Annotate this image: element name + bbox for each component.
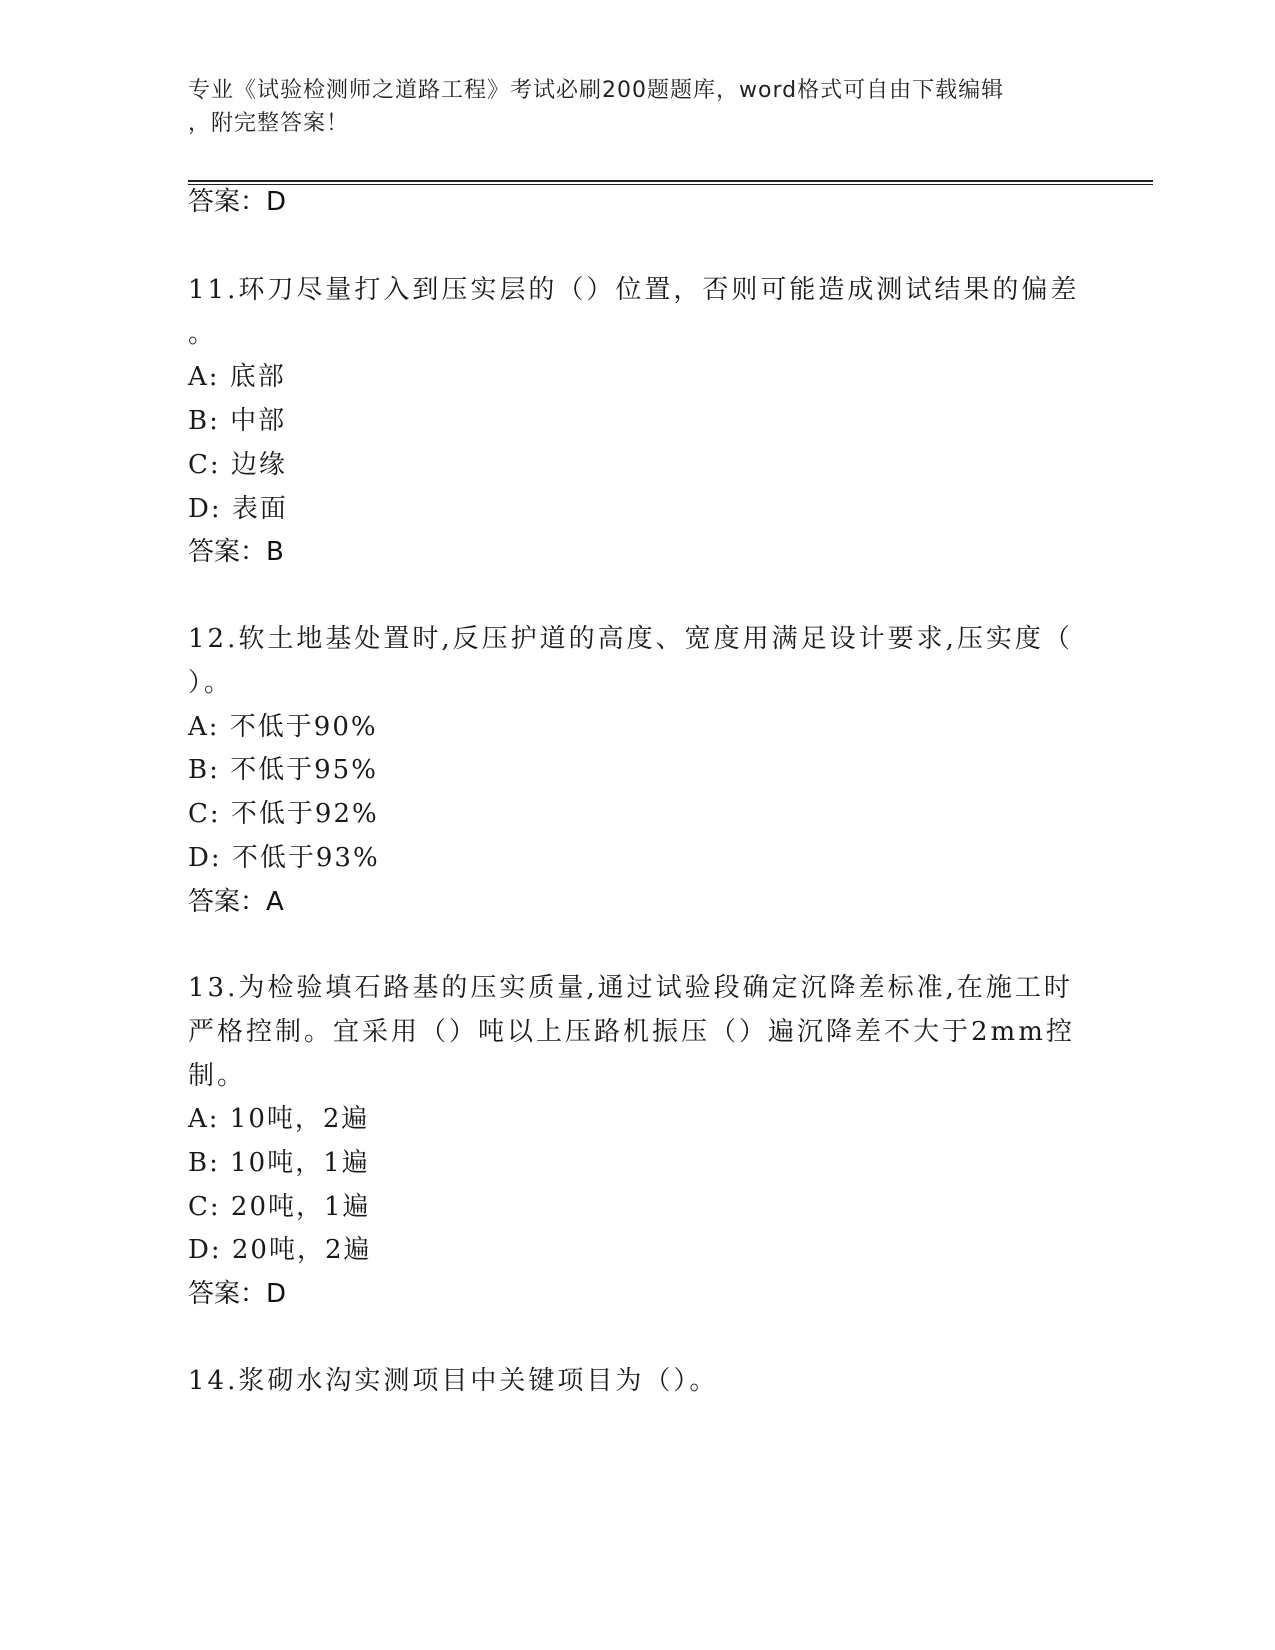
q11-option-d: D: 表面 bbox=[188, 494, 288, 524]
q12-option-d: D: 不低于93% bbox=[188, 843, 380, 873]
q13-option-b: B: 10吨，1遍 bbox=[188, 1148, 370, 1178]
q12-option-a: A: 不低于90% bbox=[188, 712, 378, 742]
q13-text-line-2: 严格控制。宜采用（）吨以上压路机振压（）遍沉降差不大于2mm控 bbox=[188, 1017, 1075, 1047]
q12-text-line-1: 12.软土地基处置时,反压护道的高度、宽度用满足设计要求,压实度（ bbox=[188, 624, 1073, 654]
q14-text-line-1: 14.浆砌水沟实测项目中关键项目为（）。 bbox=[188, 1366, 719, 1396]
q13-text-line-1: 13.为检验填石路基的压实质量,通过试验段确定沉降差标准,在施工时 bbox=[188, 973, 1073, 1003]
header-line-1: 专业《试验检测师之道路工程》考试必刷200题题库，word格式可自由下载编辑 bbox=[188, 78, 1005, 103]
q12-option-c: C: 不低于92% bbox=[188, 799, 379, 829]
q12-option-b: B: 不低于95% bbox=[188, 755, 378, 785]
q11-text-line-1: 11.环刀尽量打入到压实层的（）位置，否则可能造成测试结果的偏差 bbox=[188, 275, 1080, 305]
q10-answer: 答案：D bbox=[188, 187, 287, 217]
q12-text-line-2: ）。 bbox=[188, 668, 234, 698]
q11-answer: 答案：B bbox=[188, 537, 284, 567]
header-divider-thin bbox=[188, 184, 1153, 185]
q13-text-line-3: 制。 bbox=[188, 1061, 247, 1091]
header-divider-thick bbox=[188, 180, 1153, 182]
document-header bbox=[188, 74, 1088, 140]
q13-option-c: C: 20吨，1遍 bbox=[188, 1192, 371, 1222]
q11-option-b: B: 中部 bbox=[188, 406, 287, 436]
q13-answer: 答案：D bbox=[188, 1279, 287, 1309]
q11-option-a: A: 底部 bbox=[188, 362, 286, 392]
q13-option-a: A: 10吨，2遍 bbox=[188, 1104, 370, 1134]
q11-text-line-2: 。 bbox=[188, 319, 218, 349]
q12-answer: 答案：A bbox=[188, 887, 284, 917]
q13-option-d: D: 20吨，2遍 bbox=[188, 1235, 372, 1265]
header-line-2: ，附完整答案！ bbox=[188, 111, 350, 136]
q11-option-c: C: 边缘 bbox=[188, 450, 287, 480]
